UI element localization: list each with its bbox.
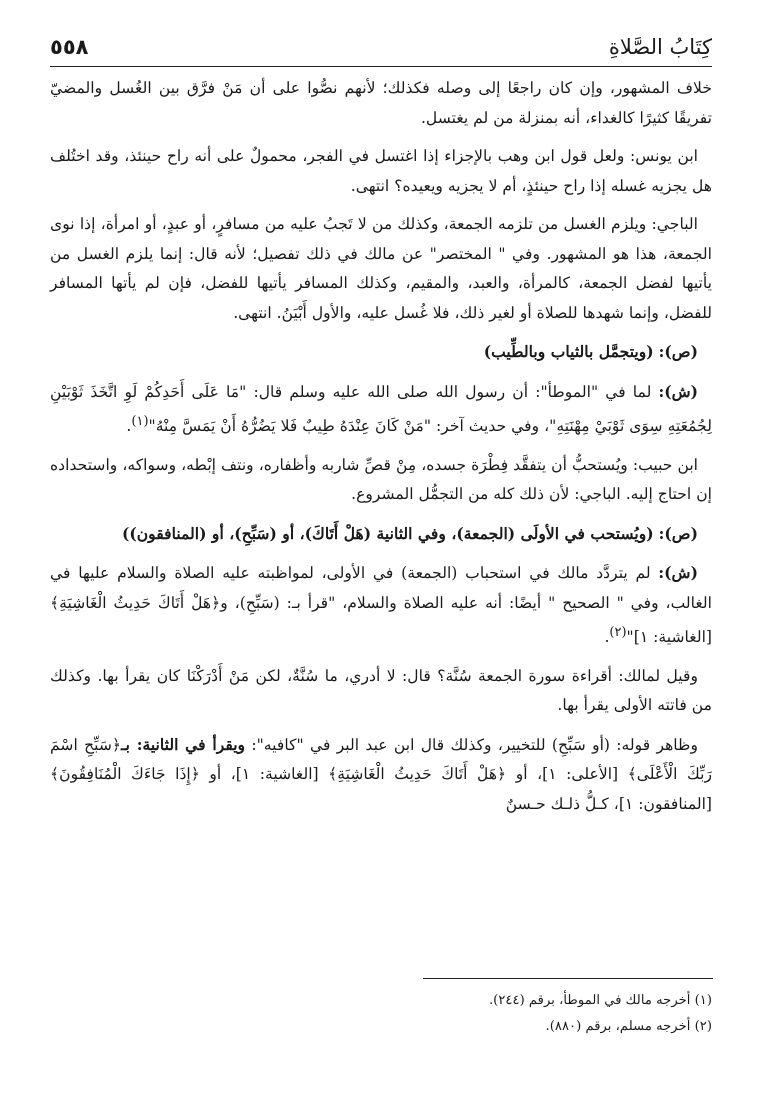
matn-text: (ويُستحب في الأولَى (الجمعة)، وفي الثانية (هَلْ أَتَاكَ)، أو (سَبِّحِ)، أو (المنافقون)): [121, 523, 654, 543]
ayah-reference: [المنافقون: ١]، كـلُّ ذلـك حـسنٌ: [505, 794, 712, 813]
ayah-reference: [الغاشية: ١]، أو: [199, 765, 329, 784]
running-title: كِتَابُ الصَّلاةِ: [608, 35, 712, 59]
quran-ayah: ﴿هَلْ أَتَاكَ حَدِيثُ الْغَاشِيَةِ﴾: [50, 593, 221, 612]
paragraph-9: [50, 662, 712, 721]
sharh-tag: (ش):: [658, 381, 699, 401]
sharh-paragraph-1: [50, 377, 712, 442]
page-header: [50, 30, 712, 64]
quoted-bold-text: ويقرأ في الثانية: بـ: [121, 734, 246, 754]
hadith-quote: "مَا عَلَى أَحَدِكُمْ لَوِ اتَّخَذَ ثَوْبَيْنِ لِجُمُعَتِهِ سِوَى ثَوْبَيْ مِهْنَتِهِ": [50, 382, 712, 436]
footnote-marker: (١): [131, 414, 149, 429]
paragraph-6: [50, 451, 712, 510]
paragraph-text: الباجي: ويلزم الغسل من تلزمه الجمعة، وكذلك من لا تَجبُ عليه من مسافرٍ، أو عبدٍ، أو امرأة، إذا نوى الجمعة، هذا هو المشهور. وفي " المختصر" عن مالك في ذلك تفصيل؛ لأنه قال: إنما يلزم الغسل من يأتيها لفضل الجمعة، كالمرأة، والعبد، والمقيم، وكذلك المسافر يأتيها للفضل، فإن لم يأتها المسافر للفضل، وإنما شهدها للصلاة أو لغير ذلك، فلا غُسل عليه، والأول أَبْيَنُ. انتهى.: [50, 215, 712, 322]
paragraph-text: ابن يونس: ولعل قول ابن وهب بالإجزاء إذا اغتسل في الفجر، محمولٌ على أنه راح حينئذ، وقد اختُلف هل يجزيه غسله إذا راح حينئذٍ، أم لا يجزيه ويعيده؟ انتهى.: [50, 147, 712, 195]
page-number: ٥٥٨: [50, 35, 89, 59]
paragraph-text: ابن حبيب: ويُستحبُّ أن يتفقَّد فِطْرَة جسده، مِنْ قصِّ شاربه وأظفاره، ونتف إبْطه، وسواكه، واستحداده إن احتاج إليه. الباجي: لأن ذلك كله من التجمُّل المشروع.: [50, 455, 712, 504]
paragraph-text: .: [604, 628, 610, 647]
paragraph-text: وظاهر قوله: (أو سَبِّحِ) للتخيير، وكذلك قال ابن عبد البر في "كافيه":: [245, 735, 698, 754]
paragraph-3: [50, 210, 712, 328]
paragraph-text: لما في "الموطأ": أن رسول الله صلى الله عليه وسلم قال:: [246, 382, 652, 401]
matn-text: (ويتجمَّل بالثياب وبالطِّيب): [483, 342, 654, 361]
paragraph-1: [50, 74, 712, 133]
paragraph-2: [50, 142, 712, 201]
paragraph-text: وقيل لمالك: أقراءة سورة الجمعة سُنَّة؟ قال: لا أدري، ما سُنَّةٌ، لكن مَنْ أَدْرَكْنَا كان يقرأ بها. وكذلك من فاتته الأولى يقرأ بها.: [50, 666, 712, 715]
quran-ayah: ﴿هَلْ أَتَاكَ حَدِيثُ الْغَاشِيَةِ﴾: [328, 765, 507, 784]
sharh-paragraph-2: [50, 558, 712, 653]
paragraph-text: .: [126, 417, 132, 436]
main-text: [50, 74, 712, 828]
quran-ayah: ﴿سَبِّحِ اسْمَ رَبِّكَ الْأَعْلَى﴾: [50, 735, 712, 784]
matn-paragraph-2: [50, 519, 712, 550]
paragraph-10: [50, 730, 712, 820]
paragraph-text: ، وفي حديث آخر:: [431, 417, 550, 436]
footnote-divider: [423, 978, 713, 979]
footnote-marker: (٢): [609, 625, 627, 641]
footnotes: [50, 988, 712, 1040]
ayah-reference: [الغاشية: ١]": [626, 628, 712, 647]
sharh-tag: (ش):: [658, 563, 698, 583]
footnote-2: (٢) أخرجه مسلم، برقم (٨٨٠).: [545, 1019, 712, 1034]
footnote-1: (١) أخرجه مالك في الموطأ، برقم (٢٤٤).: [488, 993, 712, 1008]
matn-tag: (ص):: [658, 523, 698, 543]
paragraph-text: خلاف المشهور، وإن كان راجعًا إلى وصله فكذلك؛ لأنهم نصُّوا على أن مَنْ فرَّق بين الغُسل والمضيّ تفريقًا كثيرًا كالغداء، أنه بمنزلة من لم يغتسل.: [50, 79, 712, 127]
paragraph-text: لم يتردَّد مالك في استحباب (الجمعة) في الأولى، لمواظبته عليه الصلاة والسلام عليها في الغالب، وفي " الصحيح " أيضًا: أنه عليه الصلاة والسلام، "قرأ بـ: (سَبِّحِ)، و: [50, 564, 712, 612]
matn-tag: (ص):: [658, 342, 698, 361]
header-divider: [50, 66, 712, 67]
quran-ayah: ﴿إِذَا جَاءَكَ الْمُنَافِقُونَ﴾: [50, 765, 200, 784]
hadith-quote: "مَنْ كَانَ عِنْدَهُ طِيبٌ فَلا يَضُرُّهُ أَنْ يَمَسَّ مِنْهُ": [148, 417, 431, 436]
ayah-reference: [الأعلى: ١]، أو: [506, 765, 628, 784]
matn-paragraph-1: [50, 337, 712, 368]
